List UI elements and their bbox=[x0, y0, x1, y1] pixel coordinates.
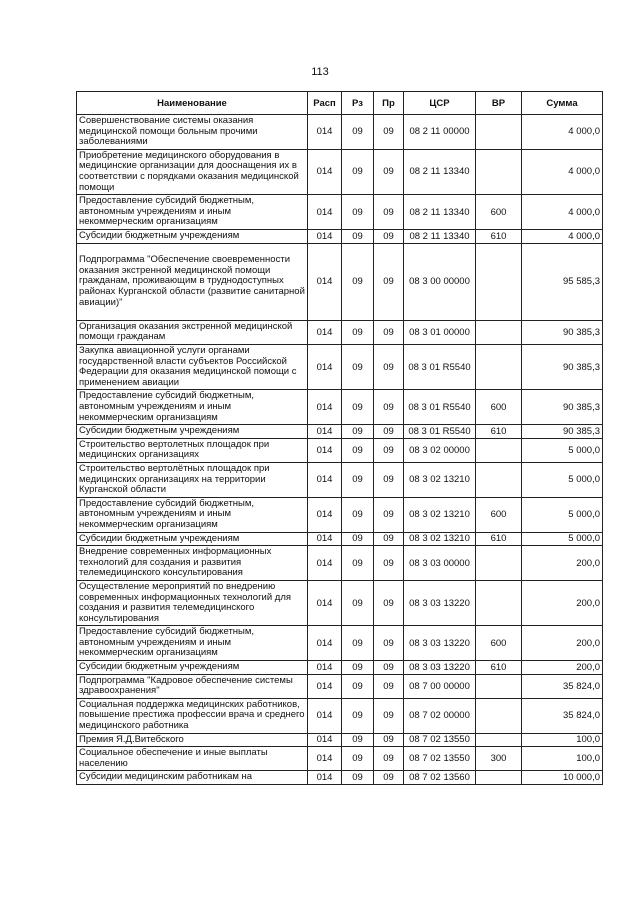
cell-sum: 5 000,0 bbox=[522, 462, 603, 497]
cell-pr: 09 bbox=[374, 771, 404, 785]
cell-sum: 90 385,3 bbox=[522, 425, 603, 439]
cell-rz: 09 bbox=[342, 546, 374, 581]
cell-name: Социальная поддержка медицинских работников, повышение престижа профессии врача и среднего медицинского работника bbox=[77, 698, 308, 733]
cell-vr bbox=[476, 580, 522, 625]
cell-csr: 08 3 02 13210 bbox=[404, 462, 476, 497]
cell-csr: 08 3 02 00000 bbox=[404, 438, 476, 462]
cell-pr: 09 bbox=[374, 532, 404, 546]
table-row bbox=[77, 497, 603, 532]
cell-rz: 09 bbox=[342, 747, 374, 771]
cell-name: Осуществление мероприятий по внедрению современных информационных технологий для создания и развития телемедицинского консультирования bbox=[77, 580, 308, 625]
cell-pr: 09 bbox=[374, 698, 404, 733]
table-row bbox=[77, 532, 603, 546]
cell-name: Субсидии бюджетным учреждениям bbox=[77, 229, 308, 243]
cell-rasp: 014 bbox=[308, 115, 342, 150]
cell-csr: 08 3 03 13220 bbox=[404, 661, 476, 675]
cell-rz: 09 bbox=[342, 195, 374, 230]
cell-pr: 09 bbox=[374, 149, 404, 194]
cell-sum: 4 000,0 bbox=[522, 115, 603, 150]
cell-name: Совершенствование системы оказания медицинской помощи больным прочими заболеваниями bbox=[77, 115, 308, 150]
cell-rz: 09 bbox=[342, 674, 374, 698]
table-row bbox=[77, 229, 603, 243]
cell-name: Строительство вертолетных площадок при медицинских организациях bbox=[77, 438, 308, 462]
cell-rasp: 014 bbox=[308, 747, 342, 771]
cell-name: Строительство вертолётных площадок при медицинских организациях на территории Курганской области bbox=[77, 462, 308, 497]
table-header-row bbox=[77, 92, 603, 115]
cell-rz: 09 bbox=[342, 390, 374, 425]
cell-rasp: 014 bbox=[308, 497, 342, 532]
cell-vr: 600 bbox=[476, 497, 522, 532]
cell-rasp: 014 bbox=[308, 698, 342, 733]
cell-csr: 08 2 11 13340 bbox=[404, 195, 476, 230]
cell-rz: 09 bbox=[342, 497, 374, 532]
cell-pr: 09 bbox=[374, 243, 404, 320]
cell-csr: 08 2 11 00000 bbox=[404, 115, 476, 150]
cell-rz: 09 bbox=[342, 229, 374, 243]
header-csr: ЦСР bbox=[404, 92, 476, 115]
table-row bbox=[77, 626, 603, 661]
cell-vr: 600 bbox=[476, 626, 522, 661]
cell-vr bbox=[476, 320, 522, 344]
budget-table bbox=[76, 91, 603, 785]
cell-sum: 35 824,0 bbox=[522, 698, 603, 733]
cell-csr: 08 7 00 00000 bbox=[404, 674, 476, 698]
cell-sum: 4 000,0 bbox=[522, 195, 603, 230]
cell-sum: 90 385,3 bbox=[522, 390, 603, 425]
table-row bbox=[77, 344, 603, 389]
cell-sum: 200,0 bbox=[522, 580, 603, 625]
table-row bbox=[77, 390, 603, 425]
cell-rz: 09 bbox=[342, 115, 374, 150]
cell-rz: 09 bbox=[342, 626, 374, 661]
cell-rz: 09 bbox=[342, 771, 374, 785]
cell-vr: 610 bbox=[476, 532, 522, 546]
cell-vr bbox=[476, 771, 522, 785]
header-name: Наименование bbox=[77, 92, 308, 115]
table-row bbox=[77, 771, 603, 785]
cell-sum: 5 000,0 bbox=[522, 497, 603, 532]
cell-rasp: 014 bbox=[308, 243, 342, 320]
cell-sum: 200,0 bbox=[522, 546, 603, 581]
cell-rz: 09 bbox=[342, 532, 374, 546]
cell-name: Субсидии медицинским работникам на bbox=[77, 771, 308, 785]
cell-sum: 10 000,0 bbox=[522, 771, 603, 785]
cell-csr: 08 3 03 13220 bbox=[404, 580, 476, 625]
table-row bbox=[77, 425, 603, 439]
cell-name: Предоставление субсидий бюджетным, автономным учреждениям и иным некоммерческим организациям bbox=[77, 390, 308, 425]
cell-vr bbox=[476, 546, 522, 581]
cell-name: Предоставление субсидий бюджетным, автономным учреждениям и иным некоммерческим организациям bbox=[77, 195, 308, 230]
table-row bbox=[77, 733, 603, 747]
cell-vr bbox=[476, 149, 522, 194]
cell-name: Внедрение современных информационных технологий для создания и развития телемедицинского консультирования bbox=[77, 546, 308, 581]
cell-vr: 610 bbox=[476, 229, 522, 243]
cell-rz: 09 bbox=[342, 462, 374, 497]
cell-rasp: 014 bbox=[308, 390, 342, 425]
cell-vr bbox=[476, 438, 522, 462]
cell-rasp: 014 bbox=[308, 546, 342, 581]
cell-vr bbox=[476, 462, 522, 497]
cell-sum: 4 000,0 bbox=[522, 229, 603, 243]
cell-name: Подпрограмма "Кадровое обеспечение системы здравоохранения" bbox=[77, 674, 308, 698]
cell-rz: 09 bbox=[342, 733, 374, 747]
cell-pr: 09 bbox=[374, 733, 404, 747]
cell-vr bbox=[476, 344, 522, 389]
table-body bbox=[77, 115, 603, 785]
cell-sum: 90 385,3 bbox=[522, 344, 603, 389]
table-row bbox=[77, 546, 603, 581]
cell-vr: 610 bbox=[476, 425, 522, 439]
cell-csr: 08 3 01 R5540 bbox=[404, 344, 476, 389]
cell-rasp: 014 bbox=[308, 674, 342, 698]
cell-csr: 08 7 02 00000 bbox=[404, 698, 476, 733]
table-row bbox=[77, 195, 603, 230]
cell-pr: 09 bbox=[374, 344, 404, 389]
table-row bbox=[77, 149, 603, 194]
table-row bbox=[77, 462, 603, 497]
cell-vr: 600 bbox=[476, 195, 522, 230]
cell-sum: 5 000,0 bbox=[522, 438, 603, 462]
cell-csr: 08 3 03 00000 bbox=[404, 546, 476, 581]
cell-vr bbox=[476, 733, 522, 747]
cell-sum: 100,0 bbox=[522, 747, 603, 771]
cell-sum: 4 000,0 bbox=[522, 149, 603, 194]
cell-rasp: 014 bbox=[308, 733, 342, 747]
cell-rz: 09 bbox=[342, 149, 374, 194]
table-row bbox=[77, 115, 603, 150]
header-sum: Сумма bbox=[522, 92, 603, 115]
cell-rasp: 014 bbox=[308, 320, 342, 344]
cell-rz: 09 bbox=[342, 425, 374, 439]
cell-name: Организация оказания экстренной медицинской помощи гражданам bbox=[77, 320, 308, 344]
cell-name: Предоставление субсидий бюджетным, автономным учреждениям и иным некоммерческим организациям bbox=[77, 626, 308, 661]
header-pr: Пр bbox=[374, 92, 404, 115]
cell-rz: 09 bbox=[342, 698, 374, 733]
table-row bbox=[77, 698, 603, 733]
cell-rz: 09 bbox=[342, 438, 374, 462]
table-row bbox=[77, 674, 603, 698]
cell-pr: 09 bbox=[374, 229, 404, 243]
cell-pr: 09 bbox=[374, 747, 404, 771]
table-row bbox=[77, 661, 603, 675]
cell-pr: 09 bbox=[374, 438, 404, 462]
cell-pr: 09 bbox=[374, 462, 404, 497]
cell-vr bbox=[476, 115, 522, 150]
cell-csr: 08 3 01 R5540 bbox=[404, 425, 476, 439]
cell-name: Субсидии бюджетным учреждениям bbox=[77, 532, 308, 546]
cell-vr bbox=[476, 698, 522, 733]
cell-name: Подпрограмма "Обеспечение своевременности оказания экстренной медицинской помощи гражданам, проживающим в труднодоступных районах Курганской области (развитие санитарной авиации)" bbox=[77, 243, 308, 320]
cell-csr: 08 2 11 13340 bbox=[404, 229, 476, 243]
cell-rz: 09 bbox=[342, 320, 374, 344]
cell-rz: 09 bbox=[342, 580, 374, 625]
cell-sum: 5 000,0 bbox=[522, 532, 603, 546]
cell-pr: 09 bbox=[374, 195, 404, 230]
cell-pr: 09 bbox=[374, 626, 404, 661]
table-row bbox=[77, 243, 603, 320]
cell-csr: 08 3 01 R5540 bbox=[404, 390, 476, 425]
cell-csr: 08 7 02 13560 bbox=[404, 771, 476, 785]
cell-csr: 08 2 11 13340 bbox=[404, 149, 476, 194]
cell-pr: 09 bbox=[374, 390, 404, 425]
cell-sum: 200,0 bbox=[522, 661, 603, 675]
cell-pr: 09 bbox=[374, 115, 404, 150]
cell-name: Премия Я.Д.Витебского bbox=[77, 733, 308, 747]
table-row bbox=[77, 320, 603, 344]
cell-rasp: 014 bbox=[308, 532, 342, 546]
cell-rasp: 014 bbox=[308, 425, 342, 439]
cell-csr: 08 3 01 00000 bbox=[404, 320, 476, 344]
page-number: 113 bbox=[311, 66, 329, 78]
cell-rasp: 014 bbox=[308, 149, 342, 194]
cell-name: Субсидии бюджетным учреждениям bbox=[77, 425, 308, 439]
cell-rasp: 014 bbox=[308, 661, 342, 675]
cell-rasp: 014 bbox=[308, 438, 342, 462]
cell-sum: 200,0 bbox=[522, 626, 603, 661]
cell-sum: 100,0 bbox=[522, 733, 603, 747]
cell-csr: 08 3 00 00000 bbox=[404, 243, 476, 320]
table-row bbox=[77, 580, 603, 625]
cell-sum: 35 824,0 bbox=[522, 674, 603, 698]
cell-pr: 09 bbox=[374, 320, 404, 344]
cell-rz: 09 bbox=[342, 661, 374, 675]
cell-vr bbox=[476, 243, 522, 320]
cell-rz: 09 bbox=[342, 344, 374, 389]
cell-name: Приобретение медицинского оборудования в медицинские организации для дооснащения их в соответствии с порядками оказания медицинской помощи bbox=[77, 149, 308, 194]
cell-name: Социальное обеспечение и иные выплаты населению bbox=[77, 747, 308, 771]
cell-vr: 600 bbox=[476, 390, 522, 425]
cell-csr: 08 3 02 13210 bbox=[404, 497, 476, 532]
cell-csr: 08 3 03 13220 bbox=[404, 626, 476, 661]
cell-pr: 09 bbox=[374, 497, 404, 532]
cell-sum: 95 585,3 bbox=[522, 243, 603, 320]
cell-sum: 90 385,3 bbox=[522, 320, 603, 344]
cell-name: Субсидии бюджетным учреждениям bbox=[77, 661, 308, 675]
cell-pr: 09 bbox=[374, 661, 404, 675]
cell-name: Закупка авиационной услуги органами государственной власти субъектов Российской Федерации для оказания медицинской помощи с применением авиации bbox=[77, 344, 308, 389]
cell-csr: 08 7 02 13550 bbox=[404, 733, 476, 747]
cell-rasp: 014 bbox=[308, 771, 342, 785]
cell-pr: 09 bbox=[374, 580, 404, 625]
cell-rasp: 014 bbox=[308, 580, 342, 625]
cell-vr: 300 bbox=[476, 747, 522, 771]
cell-rasp: 014 bbox=[308, 462, 342, 497]
cell-csr: 08 7 02 13550 bbox=[404, 747, 476, 771]
cell-rasp: 014 bbox=[308, 344, 342, 389]
cell-pr: 09 bbox=[374, 546, 404, 581]
cell-vr bbox=[476, 674, 522, 698]
header-vr: ВР bbox=[476, 92, 522, 115]
cell-vr: 610 bbox=[476, 661, 522, 675]
table-row bbox=[77, 747, 603, 771]
cell-name: Предоставление субсидий бюджетным, автономным учреждениям и иным некоммерческим организациям bbox=[77, 497, 308, 532]
cell-rasp: 014 bbox=[308, 626, 342, 661]
table-row bbox=[77, 438, 603, 462]
cell-pr: 09 bbox=[374, 425, 404, 439]
cell-rasp: 014 bbox=[308, 229, 342, 243]
cell-rz: 09 bbox=[342, 243, 374, 320]
cell-rasp: 014 bbox=[308, 195, 342, 230]
cell-csr: 08 3 02 13210 bbox=[404, 532, 476, 546]
header-rz: Рз bbox=[342, 92, 374, 115]
cell-pr: 09 bbox=[374, 674, 404, 698]
header-rasp: Расп bbox=[308, 92, 342, 115]
